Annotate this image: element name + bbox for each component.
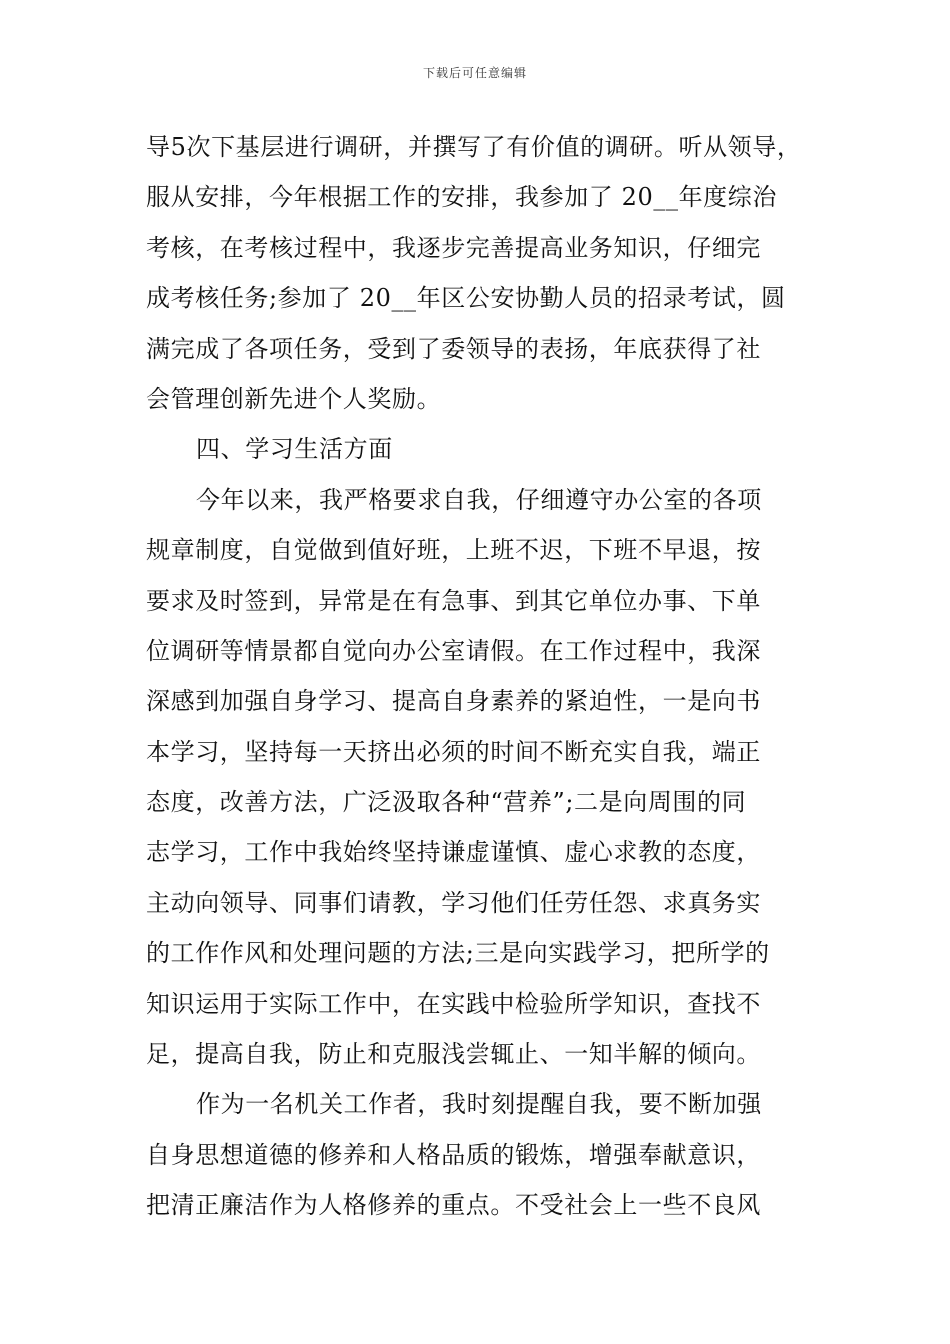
text-line: 规章制度，自觉做到值好班，上班不迟，下班不早退，按 [146,536,761,565]
page-header: 下载后可任意编辑 [422,66,527,80]
text-line: 考核，在考核过程中，我逐步完善提高业务知识，仔细完 [146,233,761,262]
text-line: 要求及时签到，异常是在有急事、到其它单位办事、下单 [146,586,761,615]
text-line: 足，提高自我，防止和克服浅尝辄止、一知半解的倾向。 [146,1040,761,1069]
text-line: 今年以来，我严格要求自我，仔细遵守办公室的各项 [196,485,762,514]
section-heading: 四、学习生活方面 [196,435,393,464]
text-line: 服从安排，今年根据工作的安排，我参加了 20__年度综治 [146,183,777,212]
text-line: 知识运用于实际工作中，在实践中检验所学知识，查找不 [146,989,761,1018]
text-line: 把清正廉洁作为人格修养的重点。不受社会上一些不良风 [146,1191,761,1220]
text-line: 深感到加强自身学习、提高自身素养的紧迫性，一是向书 [146,687,761,716]
text-line: 导5次下基层进行调研，并撰写了有价值的调研。听从领导， [146,133,802,161]
text-line: 本学习，坚持每一天挤出必须的时间不断充实自我，端正 [146,737,761,766]
text-line: 作为一名机关工作者，我时刻提醒自我，要不断加强 [196,1090,762,1119]
text-line: 位调研等情景都自觉向办公室请假。在工作过程中，我深 [146,636,761,665]
text-line: 会管理创新先进个人奖励。 [146,384,442,413]
text-line: 的工作作风和处理问题的方法;三是向实践学习，把所学的 [146,939,770,968]
text-line: 自身思想道德的修养和人格品质的锻炼，增强奉献意识， [146,1140,761,1169]
text-line: 成考核任务;参加了 20__年区公安协勤人员的招录考试，圆 [146,284,786,313]
text-line: 满完成了各项任务，受到了委领导的表扬，年底获得了社 [146,334,761,363]
text-line: 态度，改善方法，广泛汲取各种“营养”;二是向周围的同 [146,788,747,817]
document-body [146,122,811,1231]
text-line: 志学习，工作中我始终坚持谦虚谨慎、虚心求教的态度， [146,838,761,867]
text-line: 主动向领导、同事们请教，学习他们任劳任怨、求真务实 [146,888,761,917]
